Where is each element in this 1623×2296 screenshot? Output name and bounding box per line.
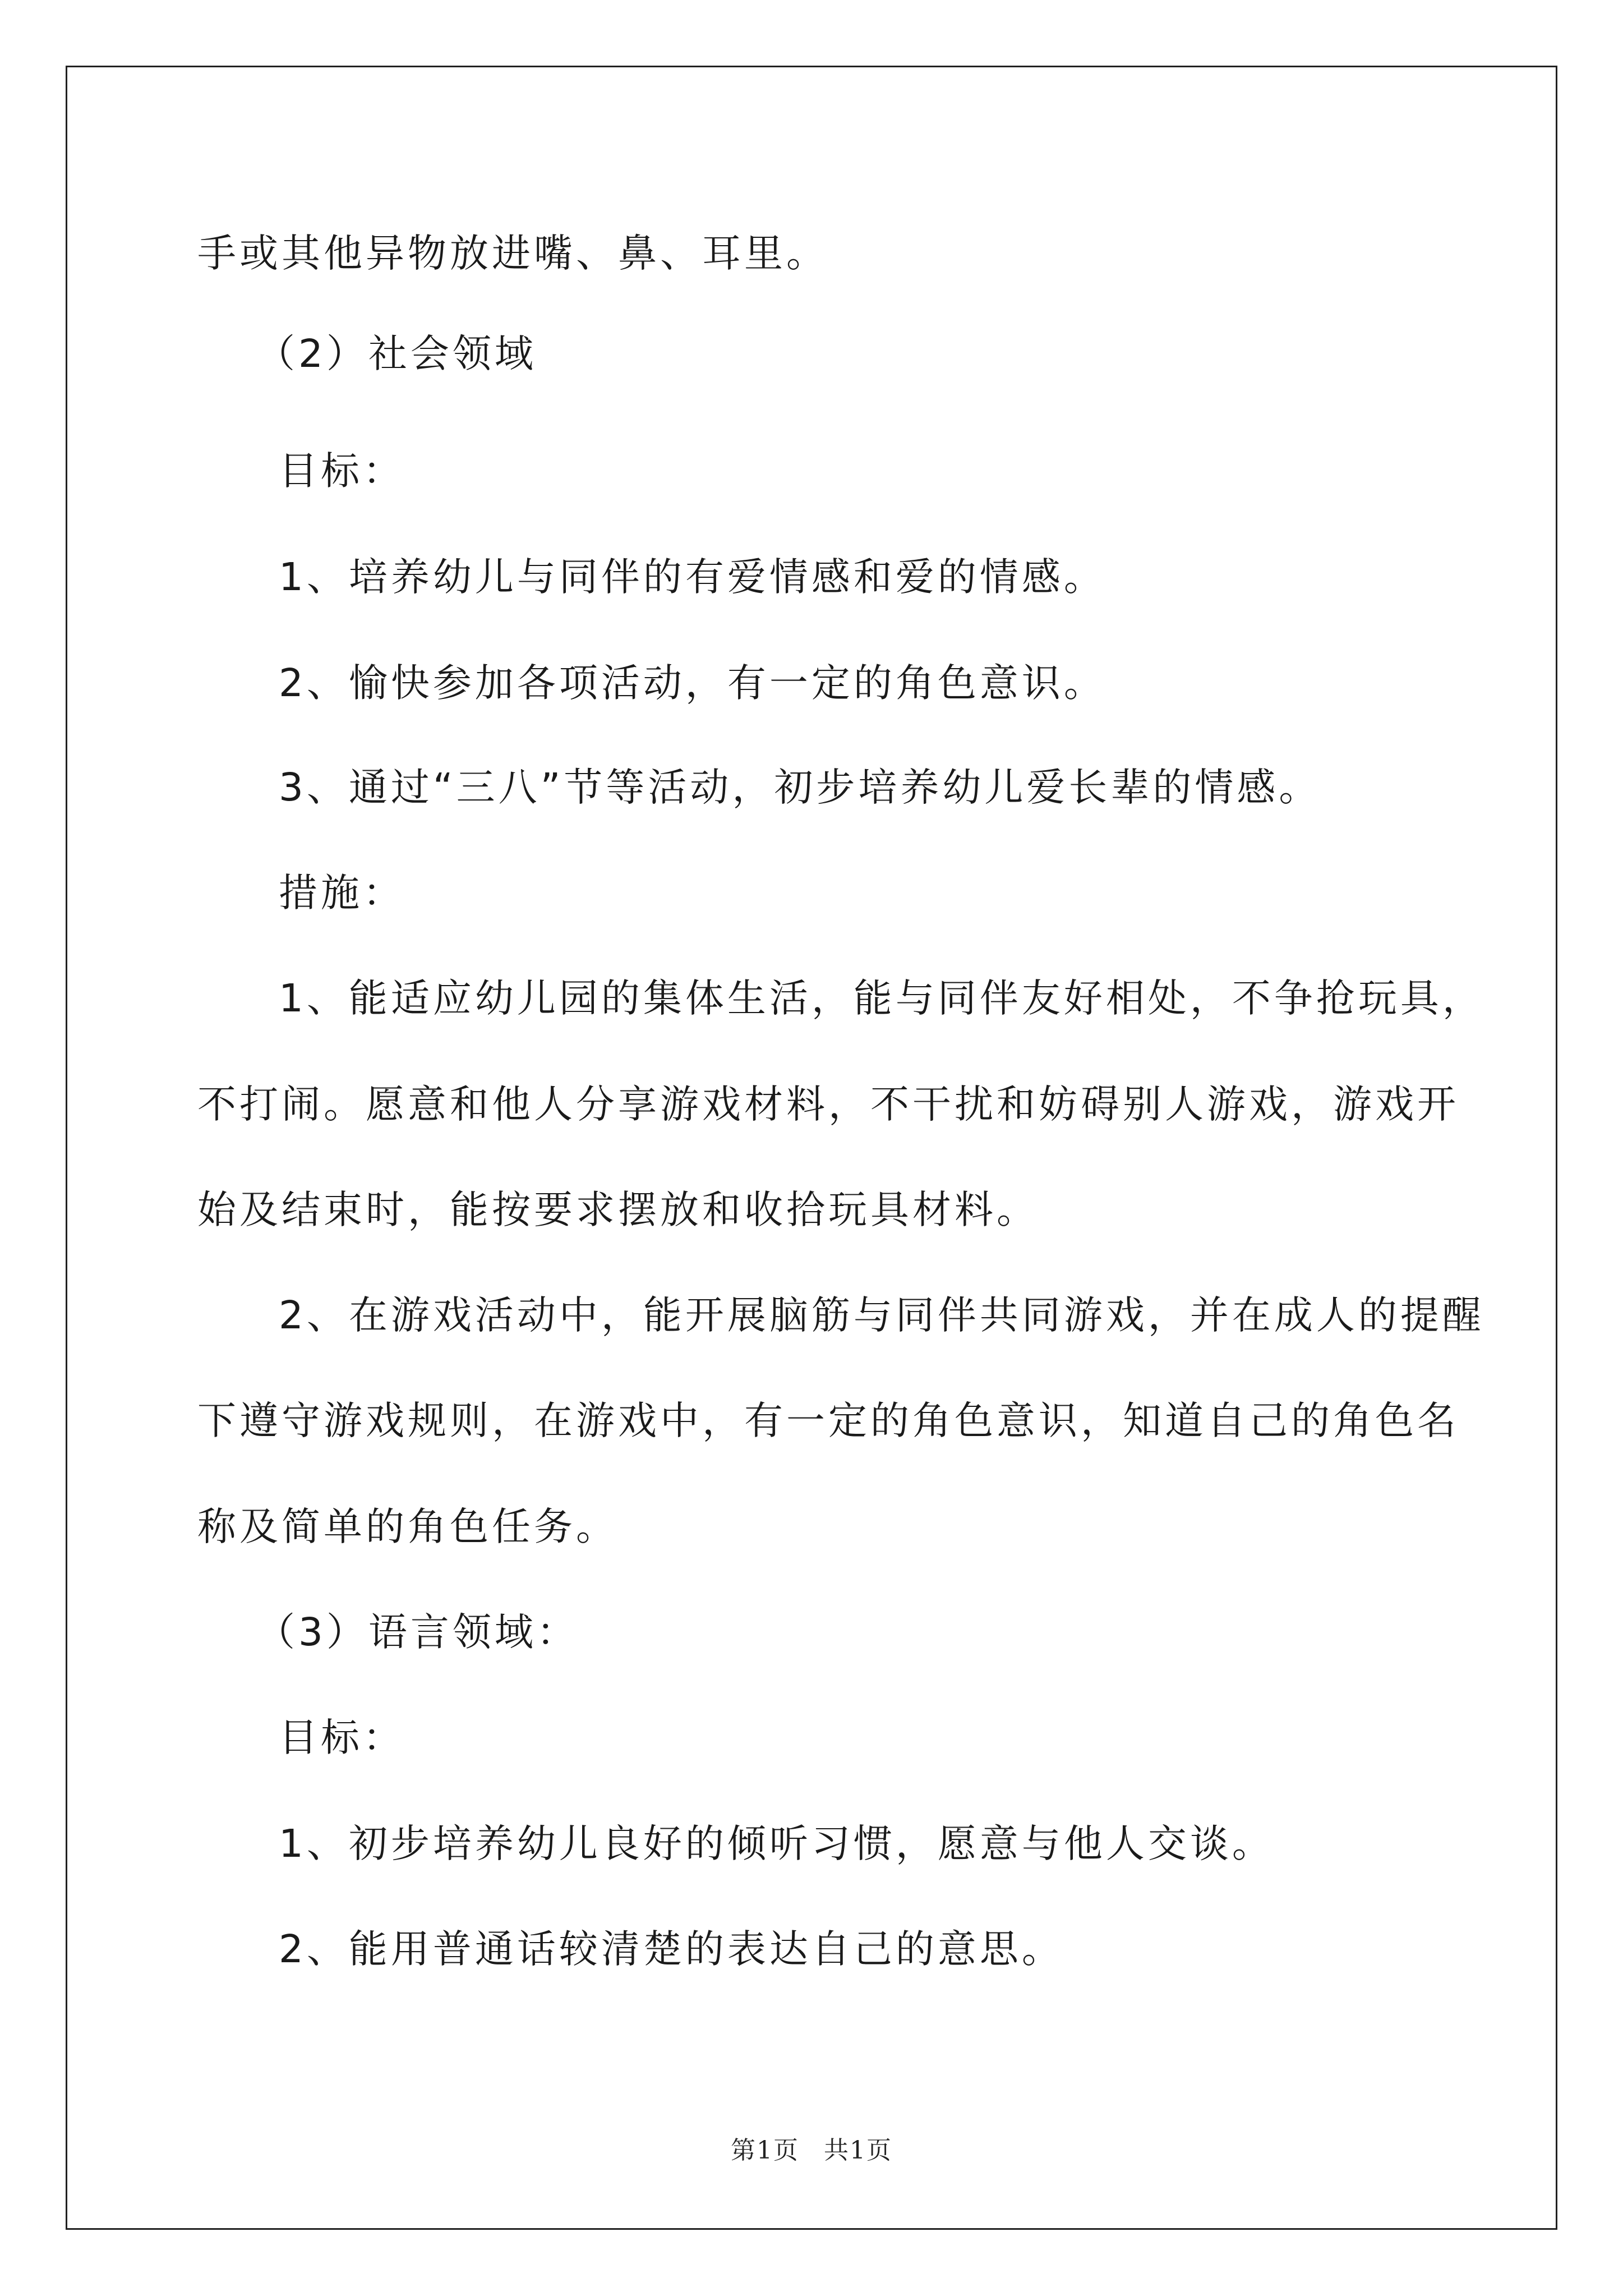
page-number: 第1页 bbox=[731, 2136, 799, 2165]
measure-item-continued: 称及简单的角色任务。 bbox=[197, 1504, 618, 1549]
measure-item-continued: 下遵守游戏规则，在游戏中，有一定的角色意识，知道自己的角色名 bbox=[197, 1398, 1459, 1443]
goal-item: 2、愉快参加各项活动，有一定的角色意识。 bbox=[279, 661, 1106, 706]
goal-item: 2、能用普通话较清楚的表达自己的意思。 bbox=[279, 1927, 1064, 1972]
goal-item: 1、培养幼儿与同伴的有爱情感和爱的情感。 bbox=[279, 555, 1106, 600]
body-line: 手或其他异物放进嘴、鼻、耳里。 bbox=[197, 231, 828, 276]
measure-item-continued: 不打闹。愿意和他人分享游戏材料，不干扰和妨碍别人游戏，游戏开 bbox=[197, 1082, 1459, 1127]
measure-item: 1、能适应幼儿园的集体生活，能与同伴友好相处，不争抢玩具， bbox=[279, 976, 1484, 1021]
goal-item: 1、初步培养幼儿良好的倾听习惯，愿意与他人交谈。 bbox=[279, 1821, 1274, 1866]
measure-item: 2、在游戏活动中，能开展脑筋与同伴共同游戏，并在成人的提醒 bbox=[279, 1293, 1484, 1338]
subheading-goals: 目标： bbox=[279, 1715, 405, 1760]
section-heading-language: （3）语言领域： bbox=[256, 1610, 579, 1655]
page-border bbox=[66, 66, 1557, 2230]
subheading-measures: 措施： bbox=[279, 871, 405, 915]
subheading-goals: 目标： bbox=[279, 449, 405, 494]
goal-item: 3、通过“三八”节等活动，初步培养幼儿爱长辈的情感。 bbox=[279, 765, 1321, 810]
page-total: 共1页 bbox=[824, 2136, 892, 2165]
section-heading-social: （2）社会领域 bbox=[256, 332, 537, 376]
page-footer bbox=[0, 2138, 1623, 2163]
measure-item-continued: 始及结束时，能按要求摆放和收拾玩具材料。 bbox=[197, 1188, 1039, 1232]
